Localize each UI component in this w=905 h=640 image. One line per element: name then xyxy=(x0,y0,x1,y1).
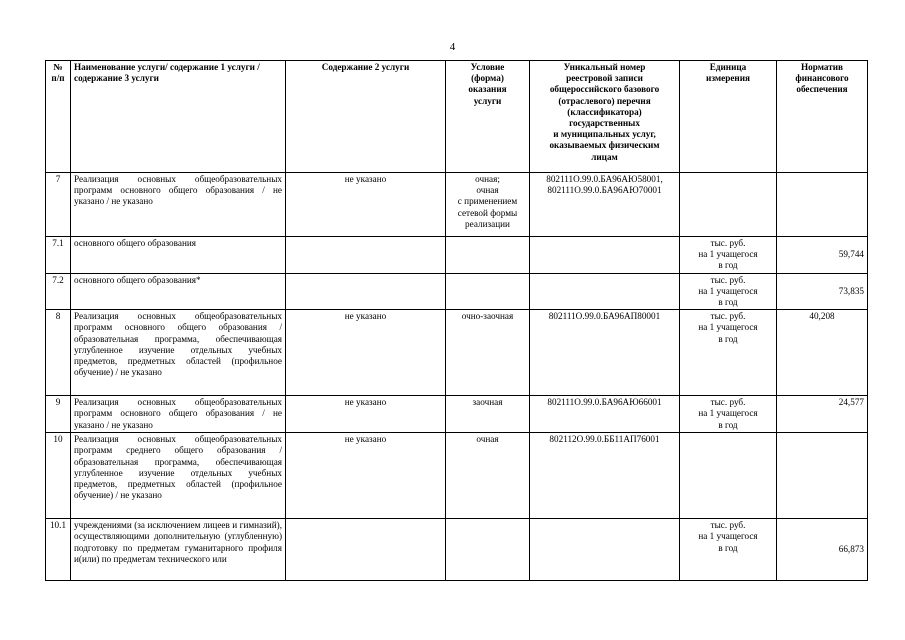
row-condition xyxy=(446,273,530,310)
table-row xyxy=(46,173,868,237)
row-name: учреждениями (за исключением лицеев и гимназий), осуществляющими дополнительную (углубленную) подготовку по предметам гуманитарного профиля и(или) по предметам технического или xyxy=(71,519,286,581)
row-content2: не указано xyxy=(286,396,446,433)
row-content2 xyxy=(286,237,446,274)
row-condition: очная; очная с применением сетевой формы реализации xyxy=(446,173,530,237)
page-number: 4 xyxy=(449,41,456,53)
row-num: 10 xyxy=(46,433,71,519)
row-content2 xyxy=(286,519,446,581)
table-row xyxy=(46,273,868,310)
header-num: № п/п xyxy=(46,61,71,173)
row-num: 10.1 xyxy=(46,519,71,581)
header-condition: Условие (форма) оказания услуги xyxy=(446,61,530,173)
row-unit xyxy=(680,173,777,237)
header-content2: Содержание 2 услуги xyxy=(286,61,446,173)
row-name: Реализация основных общеобразовательных программ основного общего образования / не указано / не указано xyxy=(71,173,286,237)
row-registry xyxy=(530,273,680,310)
norms-table xyxy=(45,60,868,581)
row-unit xyxy=(680,433,777,519)
header-name: Наименование услуги/ содержание 1 услуги / содержание 3 услуги xyxy=(71,61,286,173)
header-unit: Единица измерения xyxy=(680,61,777,173)
row-content2: не указано xyxy=(286,433,446,519)
row-norm: 40,208 xyxy=(777,310,868,396)
row-num: 8 xyxy=(46,310,71,396)
row-condition: очная xyxy=(446,433,530,519)
row-norm: 59,744 xyxy=(777,237,868,274)
row-content2 xyxy=(286,273,446,310)
table-row xyxy=(46,237,868,274)
row-unit: тыс. руб. на 1 учащегося в год xyxy=(680,396,777,433)
row-registry: 802111О.99.0.БА96АЮ66001 xyxy=(530,396,680,433)
row-num: 7 xyxy=(46,173,71,237)
row-num: 7.1 xyxy=(46,237,71,274)
row-norm xyxy=(777,433,868,519)
table-row xyxy=(46,433,868,519)
row-name: Реализация основных общеобразовательных программ основного общего образования / образовательная программа, обеспечивающая углубленное изучение отдельных учебных предметов, предметных областей (профильное обучение) / не указано xyxy=(71,310,286,396)
row-unit: тыс. руб. на 1 учащегося в год xyxy=(680,237,777,274)
header-registry: Уникальный номер реестровой записи общероссийского базового (отраслевого) перечня (классификатора) государственных и муниципальных услуг, оказываемых физическим лицам xyxy=(530,61,680,173)
row-norm: 66,873 xyxy=(777,519,868,581)
row-unit: тыс. руб. на 1 учащегося в год xyxy=(680,310,777,396)
table-row xyxy=(46,310,868,396)
row-registry: 802112О.99.0.ББ11АП76001 xyxy=(530,433,680,519)
row-norm xyxy=(777,173,868,237)
row-content2: не указано xyxy=(286,173,446,237)
header-row xyxy=(46,61,868,173)
row-name: Реализация основных общеобразовательных программ основного общего образования / не указано / не указано xyxy=(71,396,286,433)
row-name: Реализация основных общеобразовательных программ среднего общего образования / образовательная программа, обеспечивающая углубленное изучение отдельных учебных предметов, предметных областей (профильное обучение) / не указано xyxy=(71,433,286,519)
row-unit: тыс. руб. на 1 учащегося в год xyxy=(680,273,777,310)
row-condition: очно-заочная xyxy=(446,310,530,396)
header-norm: Норматив финансового обеспечения xyxy=(777,61,868,173)
row-registry: 802111О.99.0.БА96АП80001 xyxy=(530,310,680,396)
row-name: основного общего образования xyxy=(71,237,286,274)
row-num: 7.2 xyxy=(46,273,71,310)
row-registry: 802111О.99.0.БА96АЮ58001, 802111О.99.0.БА96АЮ70001 xyxy=(530,173,680,237)
row-name: основного общего образования* xyxy=(71,273,286,310)
row-condition xyxy=(446,519,530,581)
table-row xyxy=(46,396,868,433)
row-registry xyxy=(530,237,680,274)
row-condition: заочная xyxy=(446,396,530,433)
row-content2: не указано xyxy=(286,310,446,396)
row-condition xyxy=(446,237,530,274)
row-num: 9 xyxy=(46,396,71,433)
row-registry xyxy=(530,519,680,581)
row-unit: тыс. руб. на 1 учащегося в год xyxy=(680,519,777,581)
table-row xyxy=(46,519,868,581)
row-norm: 24,577 xyxy=(777,396,868,433)
row-norm: 73,835 xyxy=(777,273,868,310)
